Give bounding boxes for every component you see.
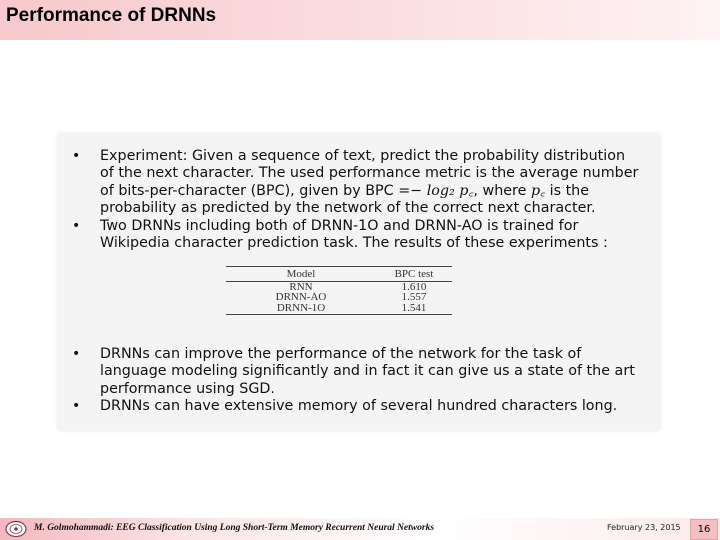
footer-date: February 23, 2015 [607, 523, 681, 532]
bullet-experiment-mid: , where [473, 182, 531, 199]
table-row [226, 303, 452, 315]
pc-symbol: p꜀ [530, 182, 546, 199]
footer-author-line: M. Golmohammadi: EEG Classification Using Long Short-Term Memory Recurrent Neural Networks [34, 523, 435, 533]
university-seal-icon [4, 520, 28, 538]
bullet-language-modeling: • DRNNs can improve the performance of the network for the task of language modeling significantly and in fact it can give us a state of the art performance using SGD. [58, 346, 660, 398]
table-header-row [226, 267, 452, 282]
cell-model: RNN [289, 280, 313, 293]
bullet-two-drnns: • Two DRNNs including both of DRNN-1O and DRNN-AO is trained for Wikipedia character prediction task. The results of these experiments : [58, 218, 660, 253]
cell-model: DRNN-AO [275, 291, 327, 303]
bullet-experiment-post: is the probability as predicted by the network of the correct next character. [100, 182, 596, 217]
cell-bpc: 1.610 [401, 280, 427, 293]
bullet-list-top [58, 148, 660, 252]
header-model: Model [226, 267, 376, 282]
cell-bpc: 1.541 [376, 303, 452, 315]
bullet-experiment [58, 148, 660, 218]
slide-title: Performance of DRNNs [6, 5, 217, 26]
table-row [226, 292, 452, 303]
header-bpc-test: BPC test [376, 267, 452, 282]
bpc-formula: − log₂ p꜀ [410, 182, 474, 199]
cell-bpc: 1.557 [401, 291, 427, 303]
bullet-experiment-text: Experiment: Given a sequence of text, predict the probability distribution of the next character. The used performance metric is the average number of bits-per-character (BPC), given by BPC = [100, 148, 639, 199]
bullet-extensive-memory: • DRNNs can have extensive memory of several hundred characters long. [58, 398, 660, 415]
cell-model: DRNN-1O [226, 303, 376, 315]
bullet-list-bottom [58, 346, 660, 416]
page-number: 16 [690, 519, 718, 540]
results-table [226, 266, 452, 315]
